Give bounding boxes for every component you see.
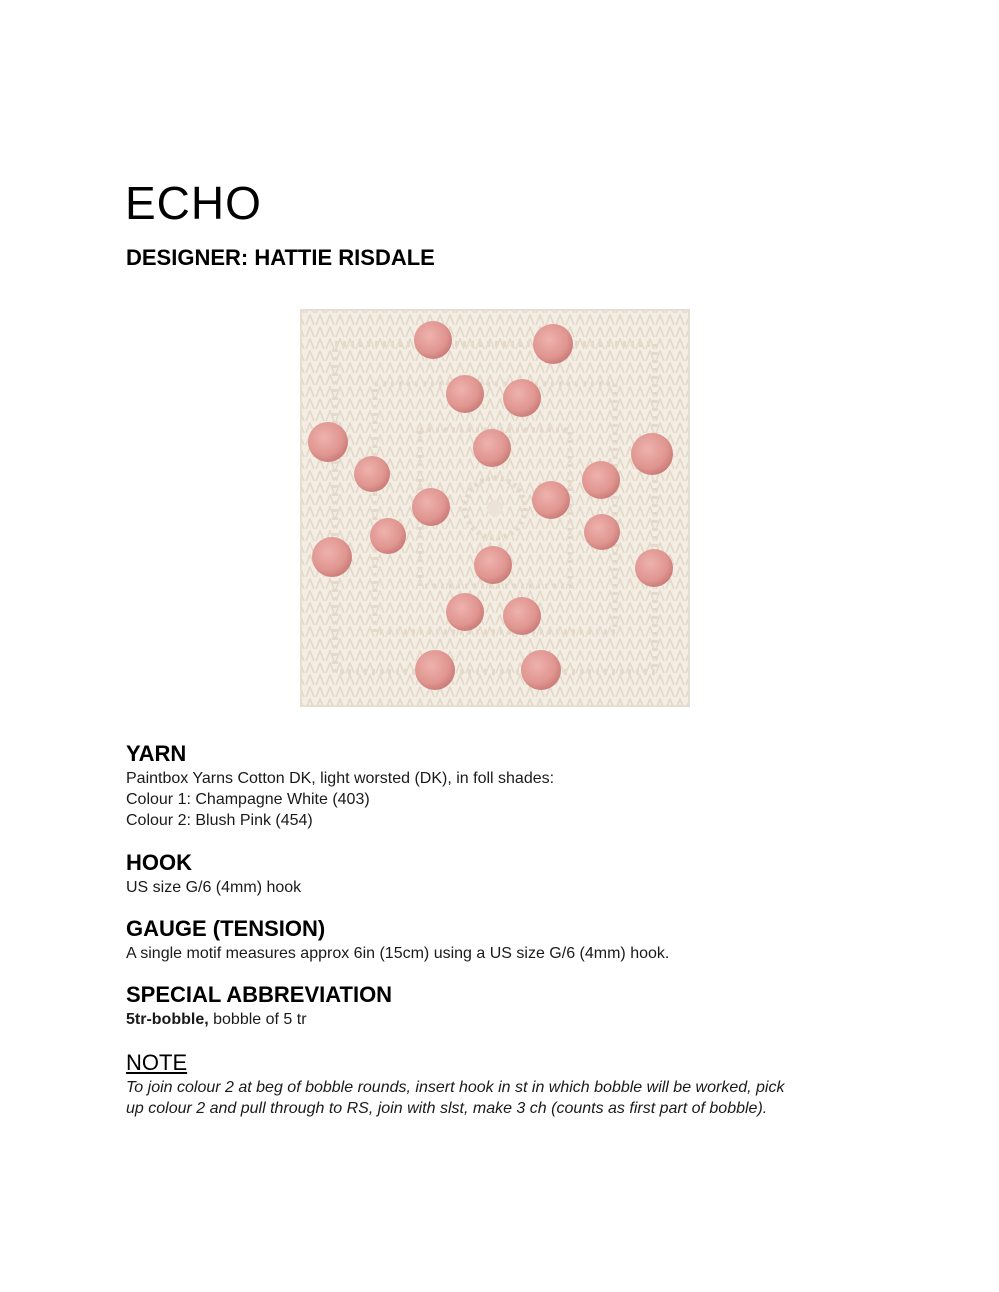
note-heading: NOTE [126,1050,188,1075]
motif-photo [295,302,695,714]
gauge-heading: GAUGE (TENSION) [126,916,326,941]
hook-section [126,849,301,898]
yarn-line-2: Colour 1: Champagne White (403) [126,791,370,808]
yarn-section [126,740,554,831]
hook-text: US size G/6 (4mm) hook [126,879,302,896]
bobble [446,593,484,631]
note-line-2: up colour 2 and pull through to RS, join with slst, make 3 ch (counts as first part of bobble). [126,1100,768,1117]
bobble [521,650,561,690]
bobble [412,488,450,526]
abbreviation-section [126,981,392,1030]
yarn-heading: YARN [126,741,187,766]
yarn-line-1: Paintbox Yarns Cotton DK, light worsted (DK), in foll shades: [126,770,555,787]
bobble [414,321,452,359]
abbreviation-definition: bobble of 5 tr [208,1011,307,1028]
bobble [503,379,541,417]
bobble [631,433,673,475]
bobble [312,537,352,577]
bobble [635,549,673,587]
yarn-line-3: Colour 2: Blush Pink (454) [126,812,313,829]
bobble [503,597,541,635]
gauge-section [126,915,669,964]
note-line-1: To join colour 2 at beg of bobble rounds, insert hook in st in which bobble will be worked, pick [126,1079,785,1096]
bobble [473,429,511,467]
bobble [354,456,390,492]
bobble [474,546,512,584]
bobble [533,324,573,364]
granny-square [301,310,689,706]
bobble [584,514,620,550]
abbreviation-term: 5tr-bobble, [126,1011,209,1028]
abbreviation-heading: SPECIAL ABBREVIATION [126,982,393,1007]
bobble [308,422,348,462]
bobble [370,518,406,554]
bobble [446,375,484,413]
bobble [582,461,620,499]
designer-credit: DESIGNER: HATTIE RISDALE [126,245,435,270]
abbreviation-entry [126,1009,392,1030]
note-section [126,1049,784,1119]
bobble [415,650,455,690]
bobble [532,481,570,519]
gauge-text: A single motif measures approx 6in (15cm) using a US size G/6 (4mm) hook. [126,945,670,962]
hook-heading: HOOK [126,850,192,875]
pattern-title: ECHO [125,177,262,229]
